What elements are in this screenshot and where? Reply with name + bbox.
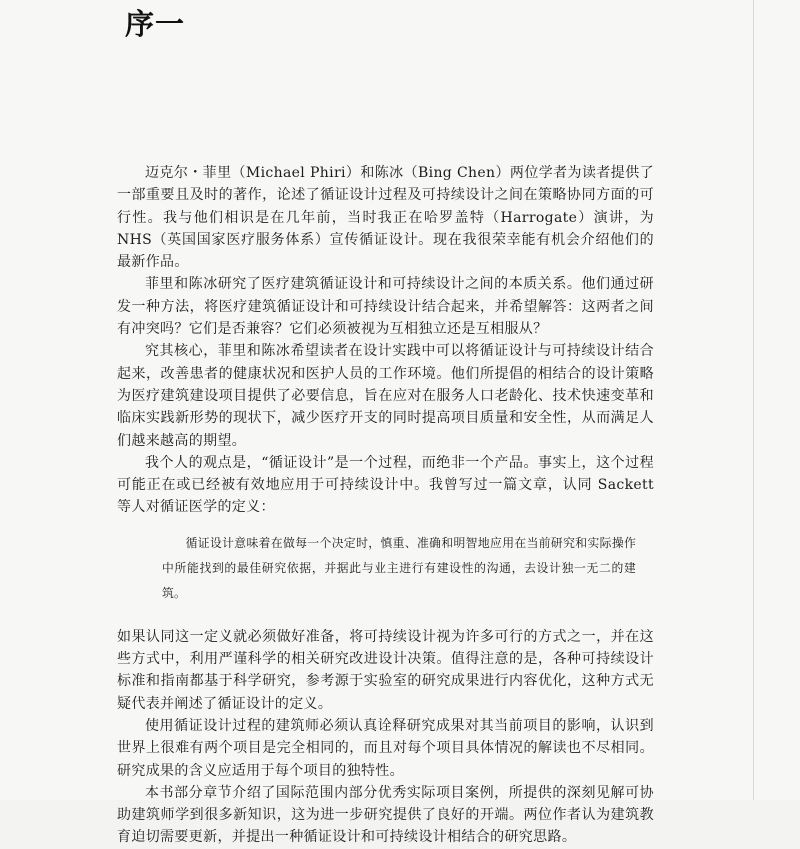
paragraph-1: 迈克尔・菲里（Michael Phiri）和陈冰（Bing Chen）两位学者为读者提供了一部重要且及时的著作，论述了循证设计过程及可持续设计之间在策略协同方面的可行性。我与他们相识是在几年前，当时我正在哈罗盖特（Harrogate）演讲，为 NHS（英国国家医疗服务体系）宣传循证设计。现在我很荣幸能有机会介绍他们的最新作品。 — [117, 165, 654, 271]
paragraph-4: 我个人的观点是，“循证设计”是一个过程，而绝非一个产品。事实上，这个过程可能正在或已经被有效地应用于可持续设计中。我曾写过一篇文章，认同 Sackett 等人对循证医学的定义： — [117, 454, 654, 516]
page-title: 序一 — [125, 7, 186, 41]
paragraph-2: 菲里和陈冰研究了医疗建筑循证设计和可持续设计之间的本质关系。他们通过研发一种方法，将医疗建筑循证设计和可持续设计结合起来，并希望解答：这两者之间有冲突吗？它们是否兼容？它们必须被视为互相独立还是互相服从？ — [117, 276, 654, 338]
preface-body — [117, 162, 654, 849]
paragraph-3: 究其核心，菲里和陈冰希望读者在设计实践中可以将循证设计与可持续设计结合起来，改善患者的健康状况和医护人员的工作环境。他们所提倡的相结合的设计策略为医疗建筑建设项目提供了必要信息，旨在应对在服务人口老龄化、技术快速变革和临床实践新形势的现状下，减少医疗开支的同时提高项目质量和安全性，从而满足人们越来越高的期望。 — [117, 343, 654, 449]
page-edge-divider — [753, 0, 754, 800]
paragraph-7: 本书部分章节介绍了国际范围内部分优秀实际项目案例，所提供的深刻见解可协助建筑师学到很多新知识，这为进一步研究提供了良好的开端。两位作者认为建筑教育迫切需要更新，并提出一种循证设计和可持续设计相结合的研究思路。 — [117, 784, 654, 846]
paragraph-5: 如果认同这一定义就必须做好准备，将可持续设计视为许多可行的方式之一，并在这些方式中，利用严谨科学的相关研究改进设计决策。值得注意的是，各种可持续设计标准和指南都基于科学研究，参考源于实验室的研究成果进行内容优化，这种方式无疑代表并阐述了循证设计的定义。 — [117, 628, 654, 712]
definition-quote: 循证设计意味着在做每一个决定时，慎重、准确和明智地应用在当前研究和实际操作中所能找到的最佳研究依据，并据此与业主进行有建设性的沟通，去设计独一无二的建筑。 — [162, 535, 636, 600]
paragraph-6: 使用循证设计过程的建筑师必须认真诠释研究成果对其当前项目的影响，认识到世界上很难有两个项目是完全相同的，而且对每个项目具体情况的解读也不尽相同。研究成果的含义应适用于每个项目的独特性。 — [117, 717, 654, 779]
